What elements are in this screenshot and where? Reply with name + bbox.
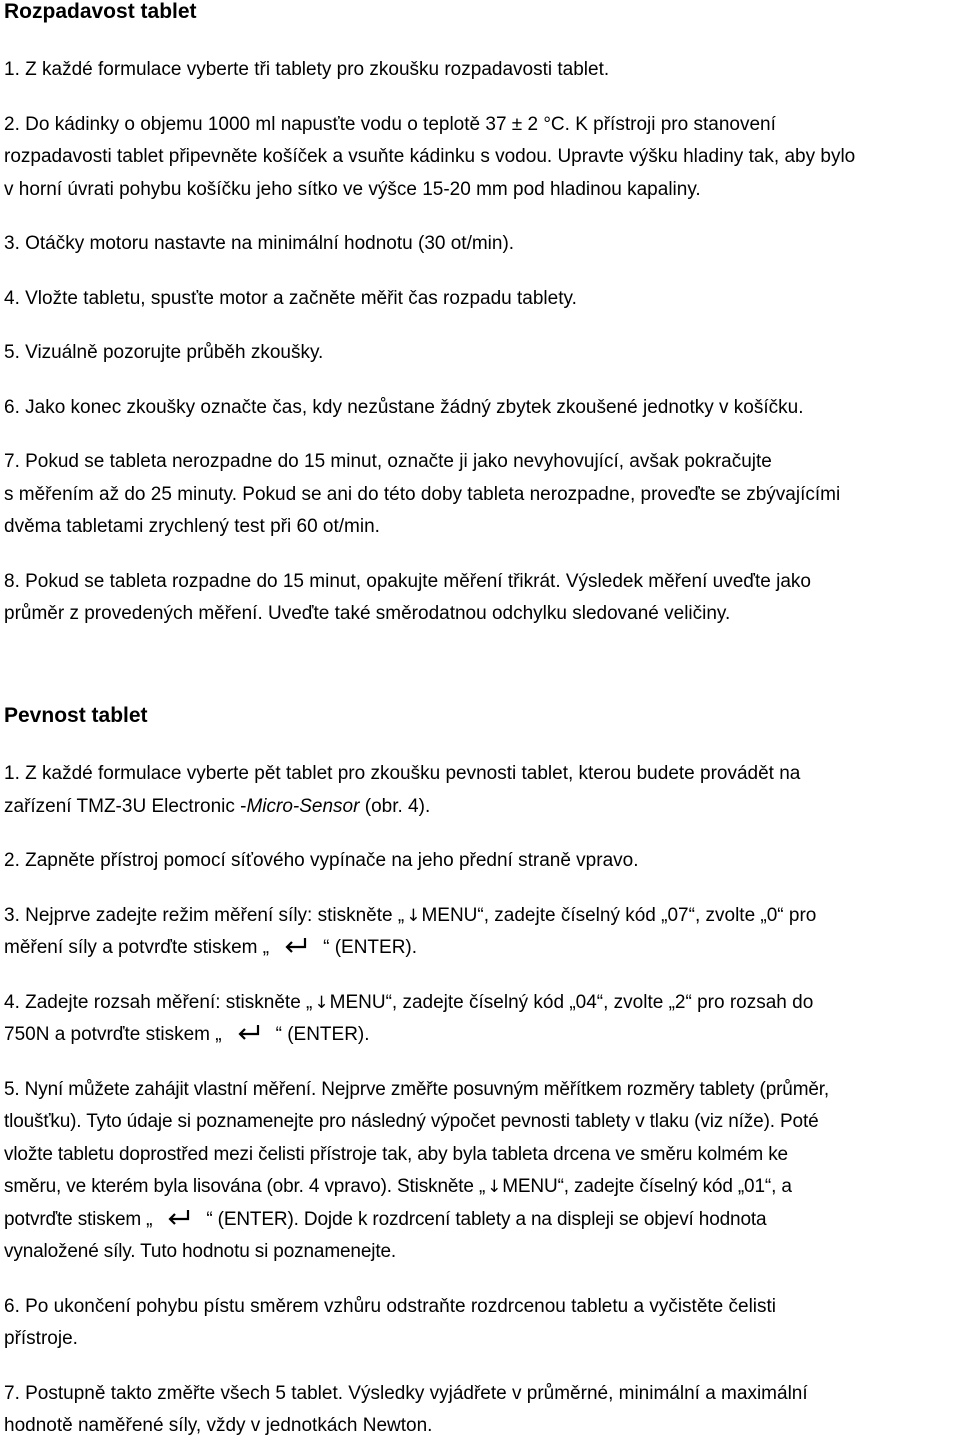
step-line: s měřením až do 25 minuty. Pokud se ani do této doby tableta nerozpadne, proveďte se zbývajícími xyxy=(4,483,841,505)
step-line: 1. Z každé formulace vyberte pět tablet pro zkoušku pevnosti tablet, kterou budete provádět na xyxy=(4,763,801,784)
step-line: 7. Pokud se tableta nerozpadne do 15 minut, označte ji jako nevyhovující, avšak pokračujte xyxy=(4,451,772,472)
pevnost-step-5 xyxy=(4,1074,954,1269)
step-line xyxy=(4,987,954,1020)
device-name: Micro-Sensor xyxy=(246,795,360,817)
step-line: 5. Vizuálně pozorujte průběh zkoušky. xyxy=(4,342,324,363)
step-line: 2. Do kádinky o objemu 1000 ml napusťte vodu o teplotě 37 ± 2 °C. K přístroji pro stanovení xyxy=(4,113,776,135)
step-line: tloušťku). Tyto údaje si poznamenejte pro následný výpočet pevnosti tablety v tlaku (viz níže). Poté xyxy=(4,1111,819,1132)
step-text: měření síly a potvrďte stiskem „ xyxy=(4,937,270,958)
step-line: 8. Pokud se tableta rozpadne do 15 minut, opakujte měření třikrát. Výsledek měření uveďte jako xyxy=(4,570,811,592)
step-line xyxy=(4,932,954,965)
section-title-pevnost: Pevnost tablet xyxy=(4,704,148,727)
down-arrow-icon: ↓ xyxy=(487,1177,502,1197)
rozpadavost-step-5 xyxy=(4,337,954,370)
step-line: 3. Otáčky motoru nastavte na minimální hodnotu (30 ot/min). xyxy=(4,233,515,254)
step-line xyxy=(4,900,954,933)
step-line: rozpadavosti tablet připevněte košíček a vsuňte kádinku s vodou. Upravte výšku hladiny tak, aby bylo xyxy=(4,146,856,167)
rozpadavost-step-7 xyxy=(4,446,954,544)
step-line: 6. Jako konec zkoušky označte čas, kdy nezůstane žádný zbytek zkoušené jednotky v košíčku. xyxy=(4,396,804,418)
step-line: přístroje. xyxy=(4,1328,78,1349)
enter-key-icon xyxy=(236,1024,262,1042)
step-text: (obr. 4). xyxy=(359,795,431,817)
step-text: zařízení TMZ-3U Electronic - xyxy=(4,795,247,817)
step-text: směru, ve kterém byla lisována (obr. 4 vpravo). Stiskněte „ xyxy=(4,1176,486,1197)
step-text: MENU“, zadejte číselný kód „07“, zvolte „0“ pro xyxy=(421,904,817,926)
rozpadavost-step-3 xyxy=(4,228,954,261)
step-line: v horní úvrati pohybu košíčku jeho sítko ve výšce 15-20 mm pod hladinou kapaliny. xyxy=(4,178,701,200)
down-arrow-icon: ↓ xyxy=(406,905,421,926)
step-text: potvrďte stiskem „ xyxy=(4,1208,153,1230)
rozpadavost-step-4 xyxy=(4,283,954,316)
enter-key-icon xyxy=(166,1209,192,1227)
step-line xyxy=(4,1204,954,1237)
step-line: 7. Postupně takto změřte všech 5 tablet. Výsledky vyjádřete v průměrné, minimální a maximální xyxy=(4,1382,808,1404)
step-text: 4. Zadejte rozsah měření: stiskněte „ xyxy=(4,991,313,1013)
step-text: 750N a potvrďte stiskem „ xyxy=(4,1024,222,1045)
pevnost-step-4 xyxy=(4,987,954,1052)
pevnost-step-7 xyxy=(4,1378,954,1443)
step-text: MENU“, zadejte číselný kód „04“, zvolte „2“ pro rozsah do xyxy=(329,991,814,1013)
rozpadavost-steps xyxy=(4,54,954,631)
step-line xyxy=(4,791,954,824)
step-line: průměr z provedených měření. Uveďte také směrodatnou odchylku sledované veličiny. xyxy=(4,603,731,624)
rozpadavost-step-8 xyxy=(4,566,954,631)
step-text: “ (ENTER). xyxy=(323,937,418,958)
section-title-rozpadavost: Rozpadavost tablet xyxy=(4,0,197,23)
step-line xyxy=(4,1019,954,1052)
pevnost-step-3 xyxy=(4,900,954,965)
step-line: 4. Vložte tabletu, spusťte motor a začněte měřit čas rozpadu tablety. xyxy=(4,287,577,309)
step-line: hodnotě naměřené síly, vždy v jednotkách Newton. xyxy=(4,1415,433,1436)
step-text: “ (ENTER). xyxy=(275,1024,370,1045)
step-line xyxy=(4,1171,954,1204)
step-line: vložte tabletu doprostřed mezi čelisti přístroje tak, aby byla tableta drcena ve směru kolmém ke xyxy=(4,1143,788,1165)
step-line: 2. Zapněte přístroj pomocí síťového vypínače na jeho přední straně vpravo. xyxy=(4,850,639,871)
step-text: 3. Nejprve zadejte režim měření síly: stiskněte „ xyxy=(4,904,405,926)
pevnost-step-1 xyxy=(4,758,954,823)
rozpadavost-step-2 xyxy=(4,109,954,207)
rozpadavost-step-6 xyxy=(4,392,954,425)
step-text: MENU“, zadejte číselný kód „01“, a xyxy=(502,1176,792,1197)
section-rozpadavost xyxy=(4,0,954,631)
enter-key-icon xyxy=(283,937,309,955)
step-line: 1. Z každé formulace vyberte tři tablety pro zkoušku rozpadavosti tablet. xyxy=(4,59,610,80)
step-line: dvěma tabletami zrychlený test při 60 ot/min. xyxy=(4,516,380,537)
step-text: “ (ENTER). Dojde k rozdrcení tablety a na displeji se objeví hodnota xyxy=(206,1208,767,1230)
step-line: 6. Po ukončení pohybu pístu směrem vzhůru odstraňte rozdrcenou tabletu a vyčistěte čelisti xyxy=(4,1295,777,1317)
step-line: 5. Nyní můžete zahájit vlastní měření. Nejprve změřte posuvným měřítkem rozměry tablety (průměr, xyxy=(4,1078,830,1100)
step-line: vynaložené síly. Tuto hodnotu si poznamenejte. xyxy=(4,1241,396,1262)
pevnost-step-6 xyxy=(4,1291,954,1356)
pevnost-step-2 xyxy=(4,845,954,878)
section-pevnost xyxy=(4,704,954,1443)
down-arrow-icon: ↓ xyxy=(314,992,329,1013)
rozpadavost-step-1 xyxy=(4,54,954,87)
